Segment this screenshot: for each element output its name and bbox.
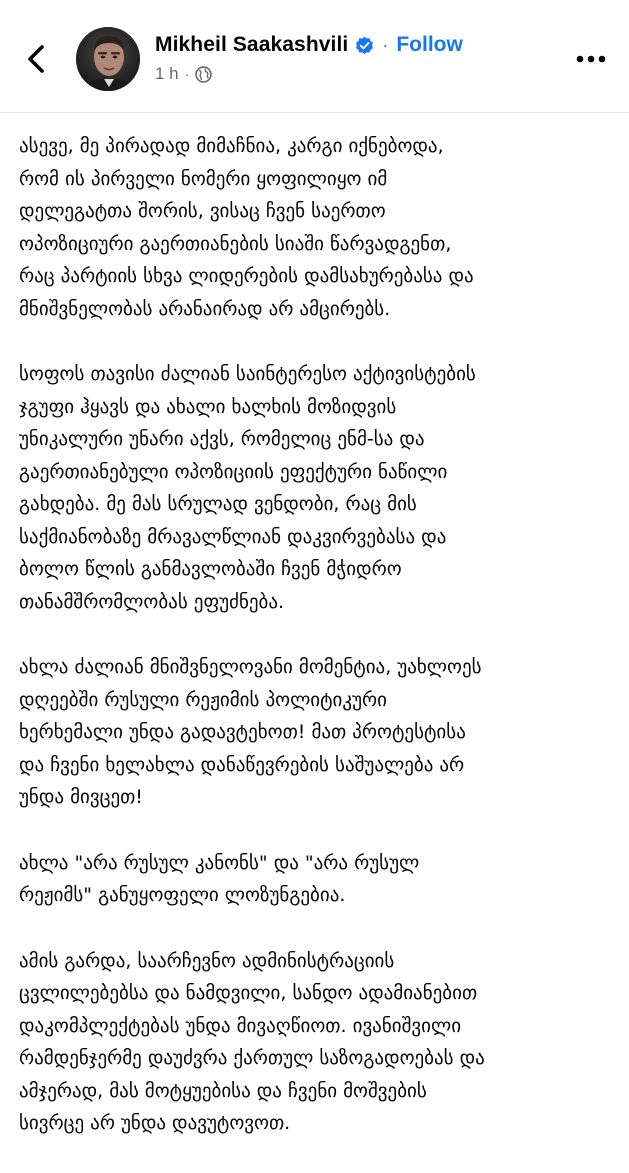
- post-line: ოპოზიციური გაერთიანების სიაში წარვადგენთ,: [19, 232, 452, 255]
- post-line: დღეებში რუსული რეჟიმის პოლიტიკური: [19, 688, 387, 711]
- post-meta: [155, 64, 212, 84]
- post-paragraph: [19, 945, 619, 1140]
- back-button[interactable]: [18, 38, 54, 80]
- post-body: [19, 130, 619, 1173]
- post-line: ამჯერად, მას მოტყუებისა და ჩვენი მოშვების: [19, 1079, 427, 1102]
- post-line: დაკომპლექტებას უნდა მივაღწიოთ. ივანიშვილი: [19, 1014, 462, 1037]
- post-line: რამდენჯერმე დაუძვრა ქართულ საზოგადოებას და: [19, 1047, 485, 1069]
- post-line: ხერხემალი უნდა გადავტეხოთ! მათ პროტესტისა: [19, 721, 466, 743]
- post-paragraph: [19, 358, 619, 618]
- avatar[interactable]: [76, 27, 140, 91]
- more-options-button[interactable]: [571, 42, 611, 76]
- author-name[interactable]: Mikheil Saakashvili: [155, 33, 349, 56]
- post-timestamp[interactable]: 1 h: [155, 64, 179, 83]
- post-line: რაც პარტიის სხვა ლიდერების დამსახურებასა და: [19, 265, 474, 287]
- name-separator: ·: [382, 34, 389, 55]
- post-line: ცვლილებებსა და ნამდვილი, სანდო ადამიანებით: [19, 982, 478, 1004]
- post-line: უნდა მივცეთ!: [19, 786, 143, 808]
- post-line: ახლა ძალიან მნიშვნელოვანი მომენტია, უახლოეს: [19, 656, 482, 678]
- post-paragraph: [19, 847, 619, 912]
- post-line: ჯგუფი ჰყავს და ახალი ხალხის მოზიდვის: [19, 395, 397, 418]
- post-line: სივრცე არ უნდა დავუტოვოთ.: [19, 1112, 291, 1134]
- verified-badge-icon: [355, 36, 374, 55]
- more-horizontal-icon: [576, 55, 606, 63]
- post-line: მნიშვნელობას არანაირად არ ამცირებს.: [19, 297, 391, 320]
- author-row: [155, 33, 463, 57]
- post-paragraph: [19, 651, 619, 814]
- globe-icon[interactable]: [195, 66, 212, 83]
- follow-button[interactable]: Follow: [396, 33, 463, 56]
- post-line: ასევე, მე პირადად მიმაჩნია, კარგი იქნებოდა,: [19, 135, 444, 157]
- post-line: ამის გარდა, საარჩევნო ადმინისტრაციის: [19, 949, 395, 972]
- post-line: გაერთიანებული ოპოზიციის ეფექტური ნაწილი: [19, 460, 448, 483]
- post-header: [0, 0, 629, 113]
- post-line: უნიკალური უნარი აქვს, რომელიც ენმ-სა და: [19, 428, 425, 450]
- post-line: და ჩვენი ხელახლა დანაწევრების საშუალება არ: [19, 753, 465, 776]
- post-line: რომ ის პირველი ნომერი ყოფილიყო იმ: [19, 167, 388, 190]
- meta-separator: ·: [184, 66, 190, 82]
- post-line: ახლა "არა რუსულ კანონს" და "არა რუსულ: [19, 851, 420, 874]
- post-line: თანამშრომლობას ეფუძნება.: [19, 590, 285, 613]
- chevron-left-icon: [25, 44, 47, 74]
- post-line: გახდება. მე მას სრულად ვენდობი, რაც მის: [19, 493, 417, 515]
- post-line: საქმიანობაზე მრავალწლიან დაკვირვებასა და: [19, 525, 447, 548]
- post-line: რეჟიმს" განუყოფელი ლოზუნგებია.: [19, 884, 346, 906]
- post-line: ბოლო წლის განმავლობაში ჩვენ მჭიდრო: [19, 558, 402, 580]
- post-line: დელეგატთა შორის, ვისაც ჩვენ საერთო: [19, 200, 386, 222]
- post-paragraph: [19, 130, 619, 325]
- post-line: სოფოს თავისი ძალიან საინტერესო აქტივისტების: [19, 363, 476, 385]
